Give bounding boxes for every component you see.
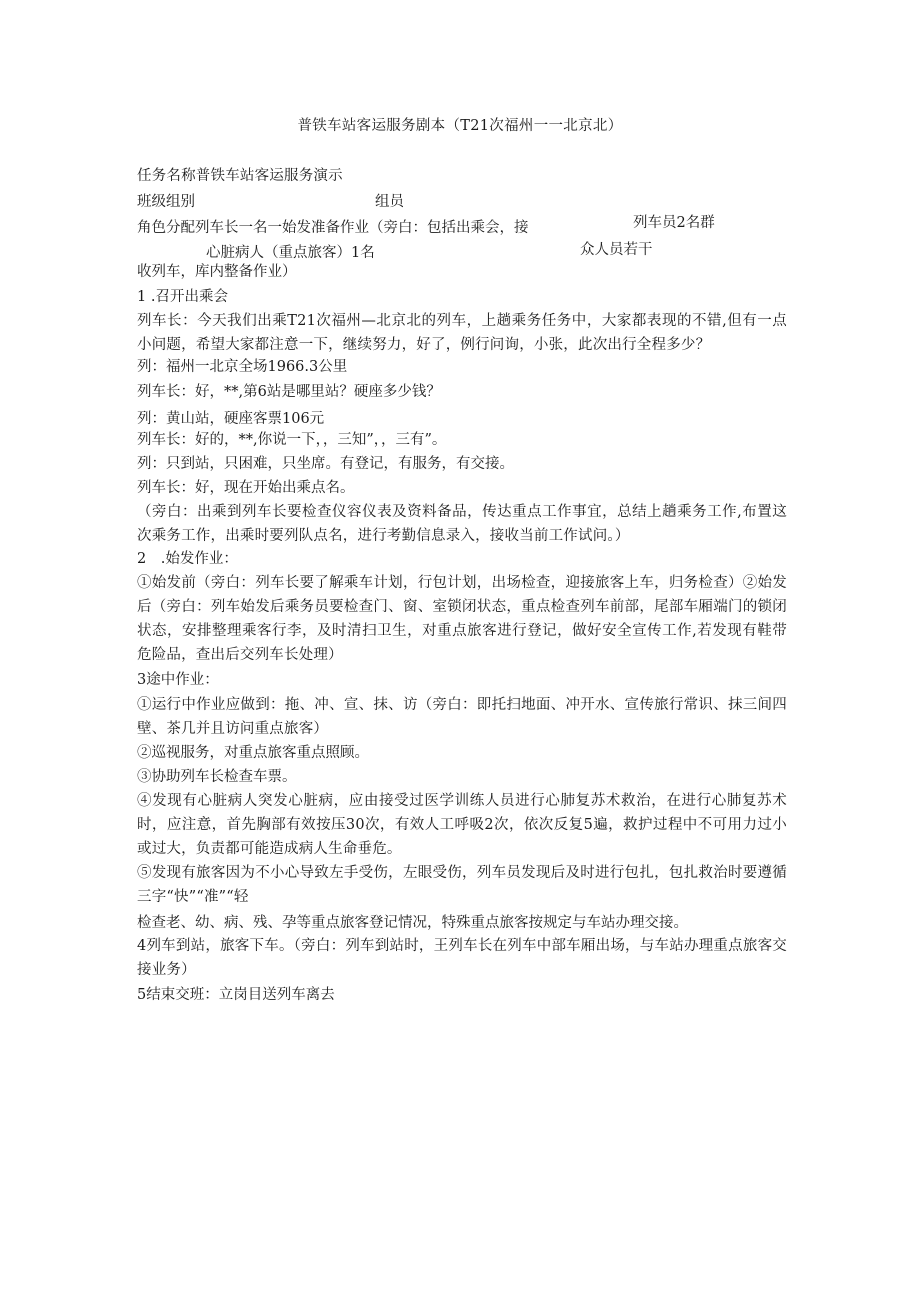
paragraph-ticket-check: ③协助列车长检查车票。 [137,769,297,785]
paragraph-attendant-distance: 列：福州一北京全场1966.3公里 [137,359,348,375]
paragraph-conductor-rollcall: 列车长：好，现在开始出乘点名。 [137,480,355,496]
task-name-line: 任务名称普铁车站客运服务演示 [137,168,343,184]
paragraph-cpr-procedure: ④发现有心脏病人突发心脏病，应由接受过医学训练人员进行心肺复苏术救治，在进行心肺复苏术时，应注意，首先胸部有效按压30次，有效人工呼吸2次，依次反复5遍，救护过程中不可用力过小或过大，负责都可能造成病人生命垂危。 [137,793,787,857]
paragraph-narration-departure: （旁白：出乘到列车长要检查仪容仪表及资料备品，传达重点工作事宜，总结上趟乘务工作,布置这次乘务工作，出乘时要列队点名，进行考勤信息录入，接收当前工作试问。） [137,504,787,544]
paragraph-conductor-three: 列车长：好的，**,你说一下，，三知”，，三有”。 [137,432,447,448]
paragraph-injury-treatment: ⑤发现有旅客因为不小心导致左手受伤，左眼受伤，列车员发现后及时进行包扎，包扎救治时要遵循三字“快”“准”“轻 [137,865,787,905]
paragraph-conductor-opening: 列车长：今天我们出乘T21次福州—北京北的列车，上趟乘务任务中，大家都表现的不错,但有一点小问题，希望大家都注意一下，继续努力，好了，例行问询，小张，此次出行全程多少？ [137,313,787,353]
paragraph-departure-work: ①始发前（旁白：列车长要了解乘车计划，行包计划，出场检查，迎接旅客上车，归务检查）②始发后（旁白：列车始发后乘务员要检查门、窗、室锁闭状态，重点检查列车前部，尾部车厢端门的锁闭状态，安排整理乘客行李，及时清扫卫生，对重点旅客进行登记，做好安全宣传工作,若发现有鞋带危险品，查出后交列车长处理） [137,575,787,663]
role-assignment-line: 角色分配列车长一名一始发准备作业（旁白：包括出乘会，接 [137,220,529,236]
paragraph-attendant-three: 列：只到站，只困难，只坐席。有登记，有服务，有交接。 [137,456,514,472]
group-member-label: 组员 [375,194,404,210]
crew-count-label: 列车员2名群 [633,215,715,231]
paragraph-en-route-duties: ①运行中作业应做到：拖、冲、宣、抹、访（旁白：即托扫地面、冲开水、宣传旅行常识、抹三间四壁、茶几并且访问重点旅客） [137,697,787,737]
section-1-heading: 1 .召开出乘会 [137,289,228,305]
class-group-label: 班级组别 [137,194,195,210]
section-3-heading: 3途中作业： [137,672,219,688]
section-2-heading: 2 .始发作业： [137,551,238,567]
crowd-role-label: 众人员若干 [580,242,653,258]
paragraph-shift-end: 5结束交班：立岗目送列车离去 [137,987,335,1003]
document-title: 普铁车站客运服务剧本（T21次福州一一北京北） [297,118,623,134]
paragraph-arrival: 4列车到站，旅客下车。（旁白：列车到站时，王列车长在列车中部车厢出场，与车站办理重点旅客交接业务） [137,938,787,978]
paragraph-attendant-station: 列：黄山站，硬座客票106元 [137,411,325,427]
paragraph-conductor-question: 列车长：好，**,第6站是哪里站？硬座多少钱？ [137,384,441,400]
patient-role-label: 心脏病人（重点旅客）1名 [206,245,375,261]
role-assignment-line-2: 收列车，库内整备作业） [137,264,297,280]
paragraph-key-passenger-check: 检查老、幼、病、残、孕等重点旅客登记情况，特殊重点旅客按规定与车站办理交接。 [137,915,688,931]
paragraph-patrol-service: ②巡视服务，对重点旅客重点照顾。 [137,745,369,761]
